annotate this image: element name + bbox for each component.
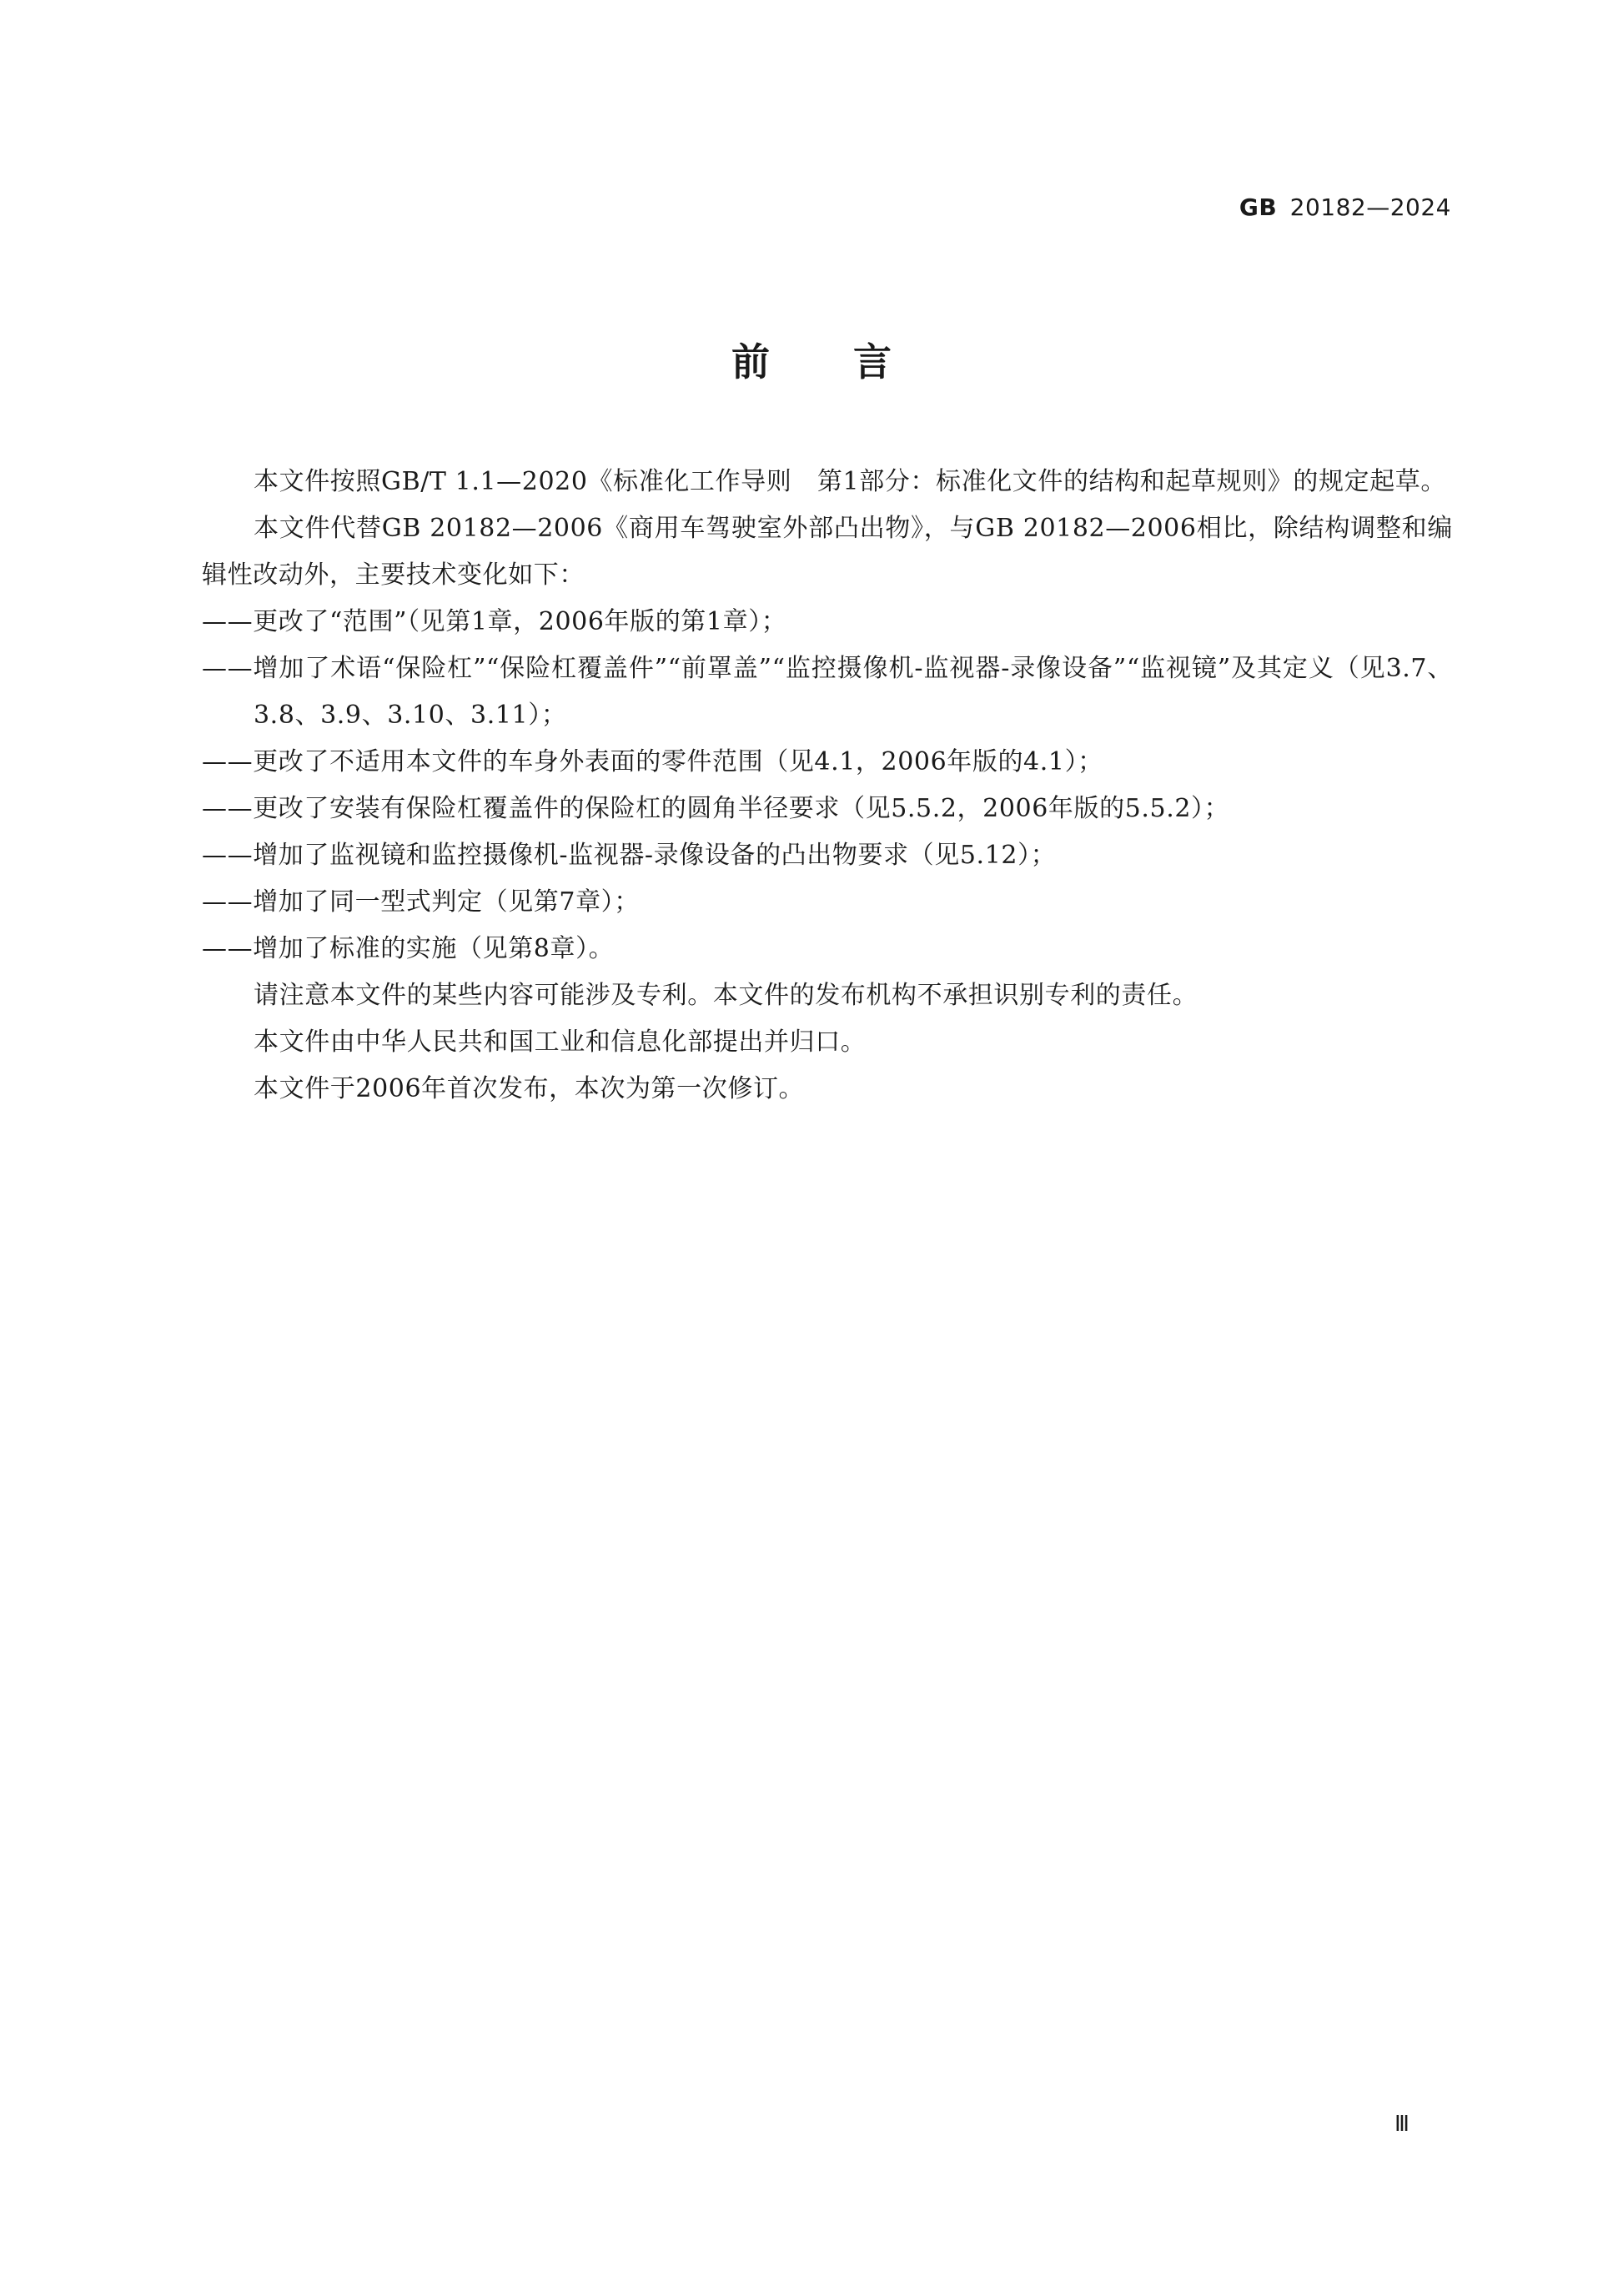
paragraph-drafting-rule: 本文件按照GB/T 1.1—2020《标准化工作导则 第1部分：标准化文件的结构和起草规则》的规定起草。 (254, 467, 1447, 496)
change-item: ——更改了不适用本文件的车身外表面的零件范围（见4.1，2006年版的4.1）； (202, 747, 1103, 776)
change-item: ——增加了监视镜和监控摄像机-监视器-录像设备的凸出物要求（见5.12）； (202, 841, 1057, 870)
standard-code (1239, 193, 1451, 221)
foreword-body (202, 459, 1453, 1113)
change-item: ——增加了术语“保险杠”“保险杠覆盖件”“前罩盖”“监控摄像机-监视器-录像设备”“监视镜”及其定义（见3.7、3.8、3.9、3.10、3.11）； (202, 654, 1453, 730)
change-item: ——增加了标准的实施（见第8章）。 (202, 934, 615, 963)
standard-code-prefix: GB (1239, 193, 1278, 221)
paragraph-proposer: 本文件由中华人民共和国工业和信息化部提出并归口。 (254, 1027, 867, 1057)
page-number: Ⅲ (1394, 2112, 1409, 2137)
standard-code-number: 20182—2024 (1289, 193, 1451, 221)
paragraph-patent-notice: 请注意本文件的某些内容可能涉及专利。本文件的发布机构不承担识别专利的责任。 (254, 981, 1198, 1010)
change-item: ——更改了安装有保险杠覆盖件的保险杠的圆角半径要求（见5.5.2，2006年版的5.5.2）； (202, 794, 1230, 823)
change-item: ——更改了“范围”（见第1章，2006年版的第1章）； (202, 607, 787, 636)
page-title: 前言 (731, 339, 975, 384)
paragraph-revision-history: 本文件于2006年首次发布，本次为第一次修订。 (254, 1074, 805, 1103)
change-item: ——增加了同一型式判定（见第7章）； (202, 887, 640, 917)
paragraph-replacement: 本文件代替GB 20182—2006《商用车驾驶室外部凸出物》，与GB 20182—2006相比，除结构调整和编辑性改动外，主要技术变化如下： (202, 514, 1453, 590)
